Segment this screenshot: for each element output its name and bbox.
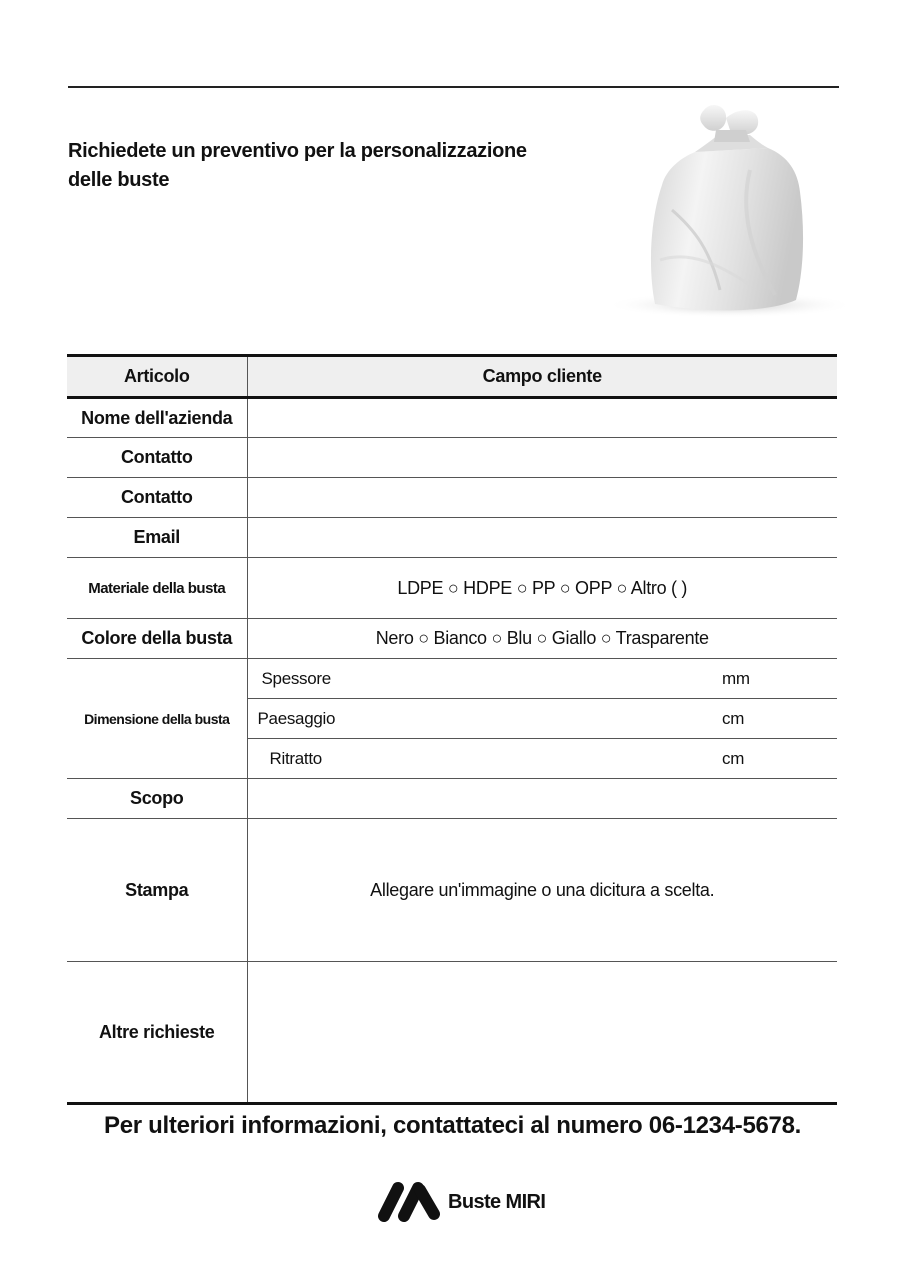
contact-label-2: Contatto — [67, 478, 247, 518]
bag-dimension-label: Dimensione della busta — [67, 659, 247, 779]
portrait-field[interactable] — [247, 739, 837, 779]
contact-field[interactable] — [247, 438, 837, 478]
table-row — [67, 619, 837, 659]
brand — [376, 1180, 545, 1224]
top-divider — [68, 86, 839, 88]
thickness-field[interactable] — [247, 659, 837, 699]
plastic-bag-image — [600, 100, 850, 325]
company-name-field[interactable] — [247, 398, 837, 438]
email-label: Email — [67, 518, 247, 558]
landscape-label: Paesaggio — [257, 708, 336, 728]
table-row — [67, 518, 837, 558]
column-header-item: Articolo — [67, 356, 247, 398]
table-row — [67, 398, 837, 438]
table-row — [67, 438, 837, 478]
bag-color-label: Colore della busta — [67, 619, 247, 659]
table-row — [67, 962, 837, 1104]
table-row — [67, 558, 837, 619]
thickness-label: Spessore — [261, 668, 331, 688]
purpose-field[interactable] — [247, 779, 837, 819]
page-title-line-2: delle buste — [68, 169, 170, 191]
portrait-unit: cm — [722, 748, 745, 768]
email-field[interactable] — [247, 518, 837, 558]
brand-name: Buste MIRI — [448, 1190, 546, 1213]
bag-material-label: Materiale della busta — [67, 558, 247, 619]
contact-label: Contatto — [67, 438, 247, 478]
page-title-line-1: Richiedete un preventivo per la personalizzazione — [68, 140, 527, 162]
purpose-label: Scopo — [67, 779, 247, 819]
contact-info: Per ulteriori informazioni, contattateci al numero 06-1234-5678. — [103, 1112, 802, 1139]
landscape-unit: cm — [722, 708, 745, 728]
company-name-label: Nome dell'azienda — [67, 398, 247, 438]
landscape-field[interactable] — [247, 699, 837, 739]
thickness-unit: mm — [722, 668, 750, 688]
print-label: Stampa — [67, 819, 247, 962]
table-row — [67, 478, 837, 518]
other-requests-label: Altre richieste — [67, 962, 247, 1104]
page-title — [68, 137, 568, 195]
bag-material-options[interactable]: LDPE ○ HDPE ○ PP ○ OPP ○ Altro ( ) — [247, 558, 837, 619]
portrait-label: Ritratto — [269, 748, 322, 768]
contact-field-2[interactable] — [247, 478, 837, 518]
quote-request-table — [67, 354, 837, 1105]
table-row — [67, 779, 837, 819]
other-requests-field[interactable] — [247, 962, 837, 1104]
bag-color-options[interactable]: Nero ○ Bianco ○ Blu ○ Giallo ○ Trasparente — [247, 619, 837, 659]
table-row — [67, 659, 837, 699]
column-header-customer-field: Campo cliente — [247, 356, 837, 398]
table-row — [67, 819, 837, 962]
print-field[interactable]: Allegare un'immagine o una dicitura a scelta. — [247, 819, 837, 962]
brand-logo-icon — [376, 1180, 442, 1224]
